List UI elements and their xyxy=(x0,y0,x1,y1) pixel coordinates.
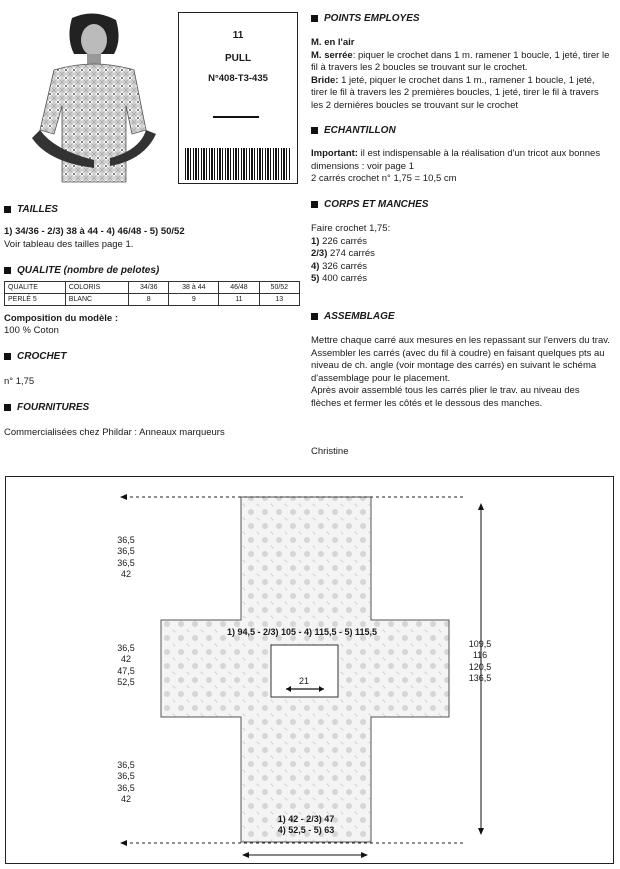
assemblage-p2: Assembler les carrés (avec du fil à coudre) en faisant quelques pts au niveau de ch. angle (voir montage des carrés) en suivant le schéma d'assemblage pour le placement. xyxy=(311,347,605,384)
product-label xyxy=(178,12,298,184)
bullet-square-icon xyxy=(4,206,11,213)
arrow-icon xyxy=(213,116,259,118)
corps-text xyxy=(311,223,611,286)
section-title-assemblage: ASSEMBLAGE xyxy=(311,310,395,323)
left-mid-measures: 36,5 42 47,5 52,5 xyxy=(117,643,135,687)
table-cell: 50/52 xyxy=(259,282,299,294)
table-cell: 34/36 xyxy=(129,282,169,294)
section-title-corps: CORPS ET MANCHES xyxy=(311,198,428,211)
assembly-diagram xyxy=(5,476,614,864)
echantillon-value: 2 carrés crochet n° 1,75 = 10,5 cm xyxy=(311,173,457,185)
width-label: 1) 94,5 - 2/3) 105 - 4) 115,5 - 5) 115,5 xyxy=(226,627,378,637)
signature: Christine xyxy=(311,446,349,457)
table-cell: 13 xyxy=(259,294,299,306)
label-title: PULL xyxy=(224,53,252,65)
table-cell: 38 à 44 xyxy=(169,282,219,294)
table-cell: COLORIS xyxy=(65,282,128,294)
model-photo xyxy=(14,10,164,190)
tailles-note: Voir tableau des tailles page 1. xyxy=(4,239,134,250)
composition-value: 100 % Coton xyxy=(4,325,59,336)
table-cell: BLANC xyxy=(65,294,128,306)
section-title-tailles: TAILLES xyxy=(4,203,58,216)
tailles-sizes: 1) 34/36 - 2/3) 38 à 44 - 4) 46/48 - 5) 50/52 xyxy=(4,226,185,237)
bullet-square-icon xyxy=(311,313,318,320)
table-cell: 9 xyxy=(169,294,219,306)
echantillon-important: Important: il est indispensable à la réalisation d'un tricot aux bonnes dimensions : voir page 1 xyxy=(311,148,601,172)
corps-intro: Faire crochet 1,75: xyxy=(311,223,391,234)
point-bride: Bride: 1 jeté, piquer le crochet dans 1 m., ramener 1 boucle, 1 jeté, tirer le fil à travers les 2 premières boucles, 1 jeté, tirer le fil à travers les 2 dernières boucles se trouvant sur le crochet xyxy=(311,74,599,111)
assemblage-p3: Après avoir assemblé tous les carrés plier le trav. au niveau des flèches et fermer les côtés et le dessous des manches. xyxy=(311,385,580,409)
fournitures-value: Commercialisées chez Phildar : Anneaux marqueurs xyxy=(4,427,225,438)
section-title-crochet: CROCHET xyxy=(4,350,66,363)
section-title-echantillon: ECHANTILLON xyxy=(311,124,396,137)
table-row xyxy=(5,282,300,294)
bullet-square-icon xyxy=(311,127,318,134)
table-cell: QUALITE xyxy=(5,282,66,294)
list-item: 4) 326 carrés xyxy=(311,260,367,272)
label-reference: N°408-T3-435 xyxy=(208,73,268,85)
bullet-square-icon xyxy=(4,353,11,360)
bullet-square-icon xyxy=(311,201,318,208)
bullet-square-icon xyxy=(311,15,318,22)
table-cell: PERLÉ 5 xyxy=(5,294,66,306)
list-item: 1) 226 carrés xyxy=(311,235,367,247)
bottom-measure-2: 4) 52,5 - 5) 63 xyxy=(277,825,335,835)
section-title-qualite: QUALITE (nombre de pelotes) xyxy=(4,264,159,277)
bullet-square-icon xyxy=(4,404,11,411)
label-number: 11 xyxy=(232,30,244,41)
barcode xyxy=(185,148,291,180)
assemblage-text xyxy=(311,335,611,410)
list-item: 2/3) 274 carrés xyxy=(311,248,375,260)
table-cell: 46/48 xyxy=(219,282,259,294)
table-row xyxy=(5,294,300,306)
right-measures: 109,5 116 120,5 136,5 xyxy=(468,639,492,683)
point-m-en-lair: M. en l'air xyxy=(311,37,355,48)
table-cell: 8 xyxy=(129,294,169,306)
crochet-value: n° 1,75 xyxy=(4,376,35,387)
assemblage-p1: Mettre chaque carré aux mesures en les repassant sur l'envers du trav. xyxy=(311,335,610,346)
composition-label: Composition du modèle : xyxy=(4,313,118,324)
points-text xyxy=(311,37,611,112)
bullet-square-icon xyxy=(4,267,11,274)
bottom-measure-1: 1) 42 - 2/3) 47 xyxy=(277,814,335,824)
neck-width: 21 xyxy=(298,676,309,686)
section-title-points: POINTS EMPLOYES xyxy=(311,12,420,25)
list-item: 5) 400 carrés xyxy=(311,273,367,285)
quality-table xyxy=(4,281,300,306)
section-title-fournitures: FOURNITURES xyxy=(4,401,89,414)
table-cell: 11 xyxy=(219,294,259,306)
left-top-measures: 36,5 36,5 36,5 42 xyxy=(117,535,135,579)
point-m-serree: M. serrée: piquer le crochet dans 1 m. ramener 1 boucle, 1 jeté, tirer le fil à travers les 2 boucles se trouvant sur le crochet. xyxy=(311,49,610,74)
left-bottom-measures: 36,5 36,5 36,5 42 xyxy=(117,760,135,804)
echantillon-text xyxy=(311,148,611,186)
